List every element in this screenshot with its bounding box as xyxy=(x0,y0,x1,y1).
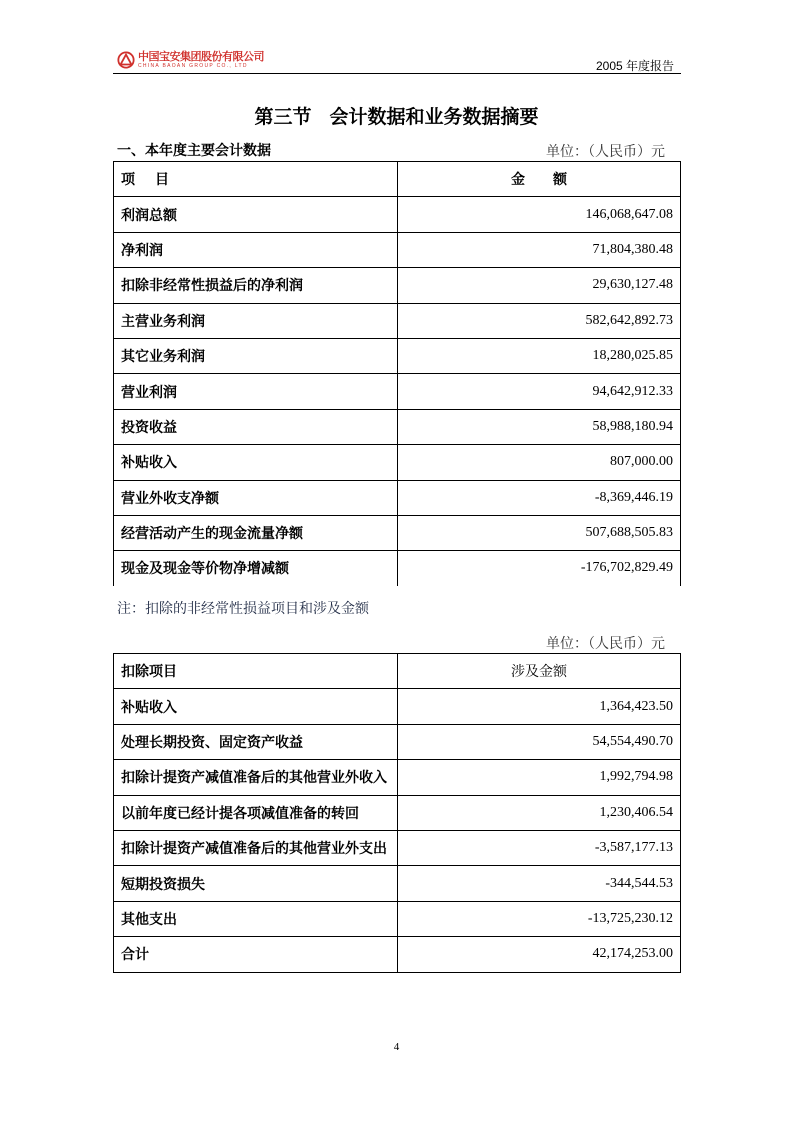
column-header-amount: 金 额 xyxy=(398,162,681,197)
row-label: 营业利润 xyxy=(114,374,398,409)
note-text: 注：扣除的非经常性损益项目和涉及金额 xyxy=(117,602,369,617)
table-row xyxy=(114,480,681,515)
row-label: 主营业务利润 xyxy=(114,303,398,338)
section-number: 第三节 xyxy=(254,107,312,128)
table-row xyxy=(114,830,681,865)
table-header-row xyxy=(114,162,681,197)
row-amount: 582,642,892.73 xyxy=(398,303,681,338)
row-amount: 94,642,912.33 xyxy=(398,374,681,409)
row-amount: 71,804,380.48 xyxy=(398,232,681,267)
row-label: 补贴收入 xyxy=(114,689,398,724)
row-label: 营业外收支净额 xyxy=(114,480,398,515)
table-header-row xyxy=(114,654,681,689)
page-number: 4 xyxy=(393,1041,400,1053)
table-row xyxy=(114,338,681,373)
row-amount: 1,364,423.50 xyxy=(398,689,681,724)
row-amount: 1,992,794.98 xyxy=(398,760,681,795)
row-label: 补贴收入 xyxy=(114,445,398,480)
table-row xyxy=(114,409,681,444)
column-header-item: 项 目 xyxy=(114,162,398,197)
column-header-item: 扣除项目 xyxy=(114,654,398,689)
header-divider xyxy=(113,73,681,74)
table-row xyxy=(114,303,681,338)
report-year: 2005 年度报告 xyxy=(595,59,674,73)
company-name-cn: 中国宝安集团股份有限公司 xyxy=(138,50,264,63)
table-row xyxy=(114,724,681,759)
row-label: 其他支出 xyxy=(114,901,398,936)
table-row xyxy=(114,795,681,830)
row-amount: -13,725,230.12 xyxy=(398,901,681,936)
table-row xyxy=(114,689,681,724)
section1-heading: 一、本年度主要会计数据 xyxy=(117,142,271,158)
column-header-amount: 涉及金额 xyxy=(398,654,681,689)
row-label: 合计 xyxy=(114,937,398,972)
row-label: 现金及现金等价物净增减额 xyxy=(114,551,398,586)
table-row xyxy=(114,760,681,795)
row-amount: 29,630,127.48 xyxy=(398,268,681,303)
table-row xyxy=(114,551,681,586)
non-recurring-items-table xyxy=(113,653,681,973)
row-amount: 1,230,406.54 xyxy=(398,795,681,830)
row-amount: 42,174,253.00 xyxy=(398,937,681,972)
row-amount: -8,369,446.19 xyxy=(398,480,681,515)
table-row xyxy=(114,866,681,901)
row-label: 利润总额 xyxy=(114,197,398,232)
row-label: 其它业务利润 xyxy=(114,338,398,373)
row-label: 经营活动产生的现金流量净额 xyxy=(114,515,398,550)
row-label: 短期投资损失 xyxy=(114,866,398,901)
row-label: 扣除计提资产减值准备后的其他营业外支出 xyxy=(114,830,398,865)
table-row xyxy=(114,268,681,303)
table-row xyxy=(114,445,681,480)
row-amount: 146,068,647.08 xyxy=(398,197,681,232)
row-label: 净利润 xyxy=(114,232,398,267)
row-amount: 18,280,025.85 xyxy=(398,338,681,373)
table-row xyxy=(114,232,681,267)
table-row xyxy=(114,197,681,232)
logo-emblem-icon xyxy=(117,51,135,69)
row-amount: -344,544.53 xyxy=(398,866,681,901)
row-label: 以前年度已经计提各项减值准备的转回 xyxy=(114,795,398,830)
section2-unit: 单位：（人民币）元 xyxy=(546,637,665,652)
table-row xyxy=(114,515,681,550)
row-amount: -3,587,177.13 xyxy=(398,830,681,865)
row-label: 扣除计提资产减值准备后的其他营业外收入 xyxy=(114,760,398,795)
row-amount: 54,554,490.70 xyxy=(398,724,681,759)
section-title: 会计数据和业务数据摘要 xyxy=(329,107,539,128)
table-row xyxy=(114,901,681,936)
company-name-en: CHINA BAOAN GROUP CO., LTD xyxy=(138,62,248,69)
section1-unit: 单位：（人民币）元 xyxy=(546,145,665,160)
row-amount: -176,702,829.49 xyxy=(398,551,681,586)
page-title xyxy=(0,102,793,129)
table-row xyxy=(114,374,681,409)
company-logo xyxy=(117,51,264,69)
row-amount: 507,688,505.83 xyxy=(398,515,681,550)
table-row xyxy=(114,937,681,972)
row-amount: 58,988,180.94 xyxy=(398,409,681,444)
row-label: 处理长期投资、固定资产收益 xyxy=(114,724,398,759)
main-accounting-data-table xyxy=(113,161,681,586)
row-label: 扣除非经常性损益后的净利润 xyxy=(114,268,398,303)
row-amount: 807,000.00 xyxy=(398,445,681,480)
row-label: 投资收益 xyxy=(114,409,398,444)
